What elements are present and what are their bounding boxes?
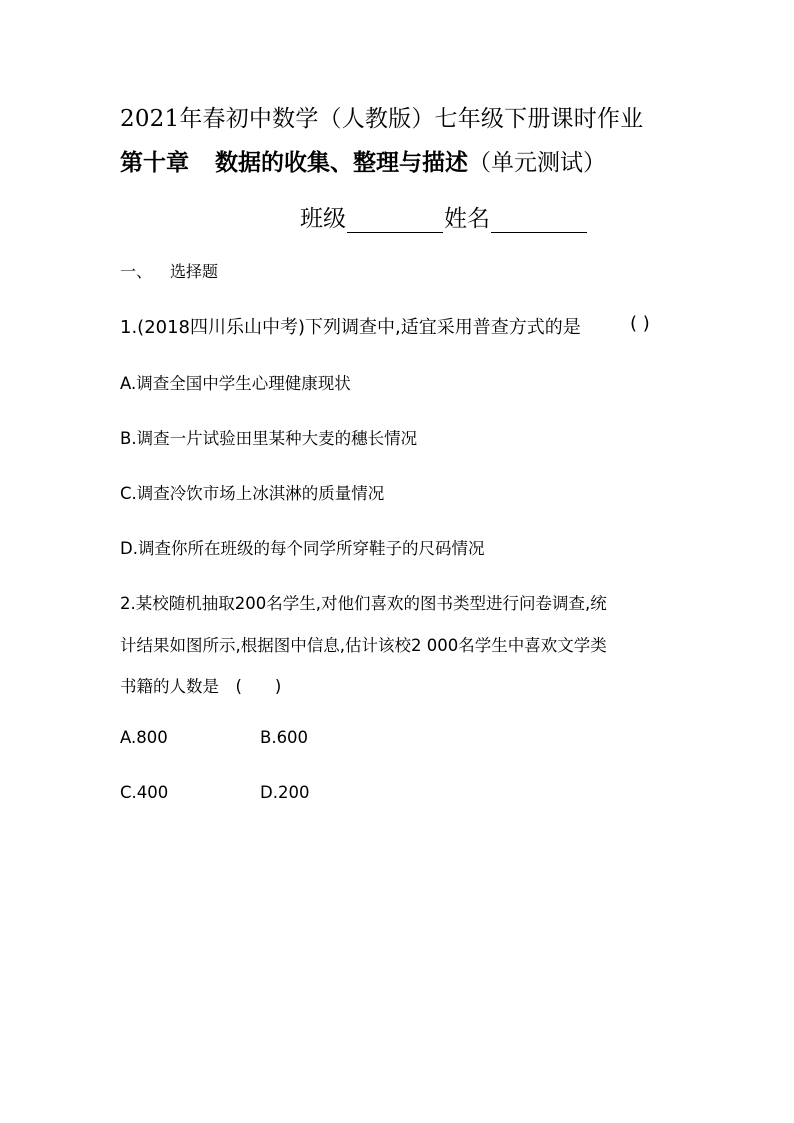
unit-test-label: （单元测试） xyxy=(468,150,606,176)
student-info-row xyxy=(300,200,588,233)
name-blank[interactable] xyxy=(491,210,587,233)
name-label: 姓名 xyxy=(444,206,490,232)
question-2-line-2: 计结果如图所示,根据图中信息,估计该校2 000名学生中喜欢文学类 xyxy=(120,636,607,655)
question-2-line-1: 2.某校随机抽取200名学生,对他们喜欢的图书类型进行问卷调查,统 xyxy=(120,594,607,613)
question-1-option-b: B.调查一片试验田里某种大麦的穗长情况 xyxy=(120,429,418,448)
class-label: 班级 xyxy=(300,206,346,232)
question-2-option-c: C.400 xyxy=(120,783,169,802)
chapter-title: 数据的收集、整理与描述 xyxy=(215,150,468,176)
question-1-option-d: D.调查你所在班级的每个同学所穿鞋子的尺码情况 xyxy=(120,539,485,558)
chapter-heading xyxy=(120,144,606,177)
question-2-option-a: A.800 xyxy=(120,728,168,747)
question-1-text: 1.(2018四川乐山中考)下列调查中,适宜采用普查方式的是 xyxy=(120,317,581,338)
question-1 xyxy=(120,313,680,339)
question-1-option-a: A.调查全国中学生心理健康现状 xyxy=(120,374,351,393)
question-2-option-d: D.200 xyxy=(260,783,310,802)
question-2-option-b: B.600 xyxy=(260,728,309,747)
question-1-option-c: C.调查冷饮市场上冰淇淋的质量情况 xyxy=(120,484,385,503)
class-blank[interactable] xyxy=(347,210,443,233)
page-title: 2021年春初中数学（人教版）七年级下册课时作业 xyxy=(120,106,644,132)
question-2-line-3: 书籍的人数是 ( ) xyxy=(120,677,282,696)
section-number: 一、 xyxy=(120,262,153,281)
question-1-answer-paren: ( ) xyxy=(630,313,650,334)
section-title: 选择题 xyxy=(170,262,219,281)
chapter-number: 第十章 xyxy=(120,150,189,176)
section-heading xyxy=(120,259,218,282)
